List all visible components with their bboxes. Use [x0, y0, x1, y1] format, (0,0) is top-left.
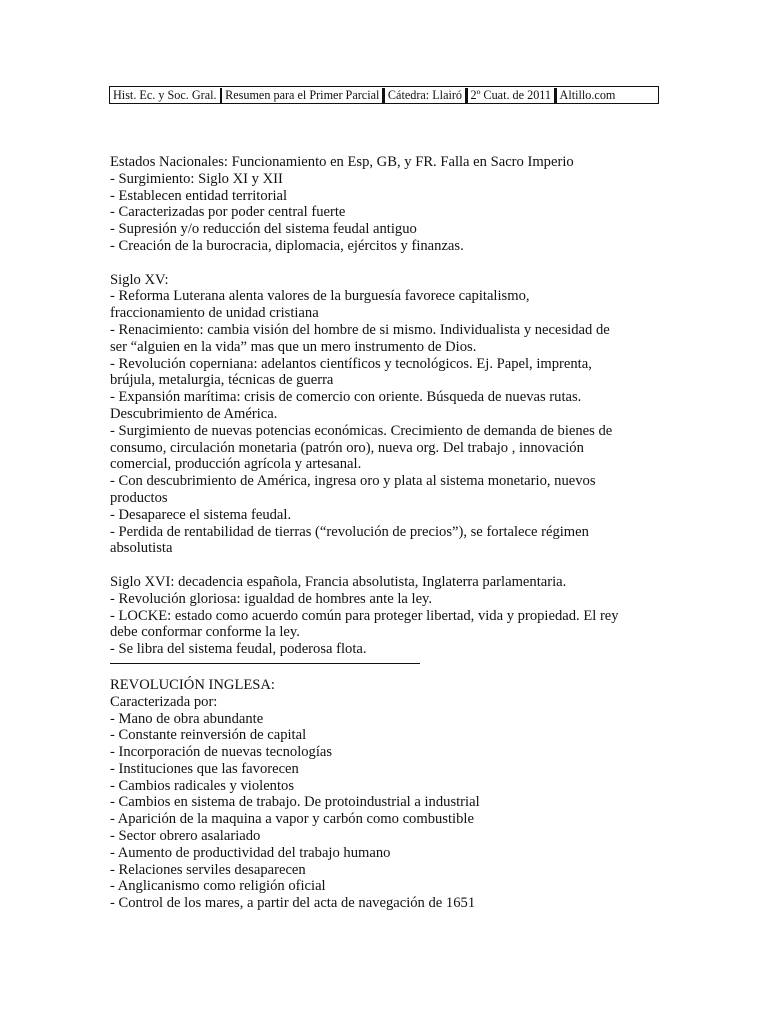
text-line: - Perdida de rentabilidad de tierras (“revolución de precios”), se fortalece régimen: [110, 523, 589, 540]
text-line: debe conformar conforme la ley.: [110, 624, 300, 641]
document-header: [109, 86, 659, 104]
paragraph-gap: [110, 255, 670, 272]
text-line: - Reforma Luterana alenta valores de la burguesía favorece capitalismo,: [110, 288, 530, 305]
text-line: - Aumento de productividad del trabajo humano: [110, 844, 391, 861]
text-line: - Se libra del sistema feudal, poderosa flota.: [110, 641, 367, 658]
section-title-estados-nacionales: Estados Nacionales: Funcionamiento en Esp, GB, y FR. Falla en Sacro Imperio: [110, 154, 574, 170]
text-line: - Mano de obra abundante: [110, 710, 264, 727]
text-line: - Cambios en sistema de trabajo. De protoindustrial a industrial: [110, 794, 480, 811]
text-line: - Expansión marítima: crisis de comercio con oriente. Búsqueda de nuevas rutas.: [110, 389, 582, 406]
section-siglo-xv-lines: [110, 288, 670, 557]
header-site: Altillo.com: [559, 88, 616, 102]
text-line: - Renacimiento: cambia visión del hombre de si mismo. Individualista y necesidad de: [110, 321, 610, 338]
header-term: 2º Cuat. de 2011: [470, 88, 552, 102]
text-line: - Desaparece el sistema feudal.: [110, 506, 292, 523]
text-line: - Anglicanismo como religión oficial: [110, 878, 326, 895]
section-estados-nacionales-lines: [110, 171, 670, 255]
section-title-revolucion-inglesa: REVOLUCIÓN INGLESA:: [110, 676, 275, 693]
text-line: - LOCKE: estado como acuerdo común para proteger libertad, vida y propiedad. El rey: [110, 607, 619, 624]
text-line: fraccionamiento de unidad cristiana: [110, 305, 319, 322]
section-revolucion-inglesa-lines: [110, 711, 670, 913]
text-line: comercial, producción agrícola y artesanal.: [110, 456, 362, 473]
text-line: - Con descubrimiento de América, ingresa oro y plata al sistema monetario, nuevos: [110, 473, 596, 490]
text-line: Descubrimiento de América.: [110, 405, 278, 422]
document-body: [110, 154, 670, 912]
text-line: - Incorporación de nuevas tecnologías: [110, 744, 333, 761]
text-line: absolutista: [110, 540, 173, 557]
section-title-siglo-xvi: Siglo XVI: decadencia española, Francia absolutista, Inglaterra parlamentaria.: [110, 573, 567, 590]
text-line: brújula, metalurgia, técnicas de guerra: [110, 372, 334, 389]
text-line: - Instituciones que las favorecen: [110, 760, 299, 777]
header-summary: Resumen para el Primer Parcial: [225, 88, 380, 102]
section-siglo-xvi-lines: [110, 591, 670, 658]
text-line: - Relaciones serviles desaparecen: [110, 861, 306, 878]
section-title-siglo-xv: Siglo XV:: [110, 271, 169, 288]
section-subtitle: Caracterizada por:: [110, 693, 218, 710]
text-line: productos: [110, 489, 168, 506]
text-line: - Control de los mares, a partir del acta de navegación de 1651: [110, 895, 476, 912]
text-line: consumo, circulación monetaria (patrón oro), nueva org. Del trabajo , innovación: [110, 439, 584, 456]
header-chair: Cátedra: Llairó: [387, 88, 463, 102]
text-line: - Revolución gloriosa: igualdad de hombres ante la ley.: [110, 590, 433, 607]
text-line: - Creación de la burocracia, diplomacia, ejércitos y finanzas.: [110, 237, 464, 254]
text-line: - Supresión y/o reducción del sistema feudal antiguo: [110, 221, 417, 238]
text-line: - Constante reinversión de capital: [110, 727, 307, 744]
text-line: - Surgimiento de nuevas potencias económicas. Crecimiento de demanda de bienes de: [110, 422, 613, 439]
text-line: - Revolución coperniana: adelantos científicos y tecnológicos. Ej. Papel, imprenta,: [110, 355, 592, 372]
text-line: - Surgimiento: Siglo XI y XII: [110, 170, 283, 187]
header-course: Hist. Ec. y Soc. Gral.: [113, 88, 217, 102]
text-line: - Establecen entidad territorial: [110, 187, 288, 204]
paragraph-gap: [110, 557, 670, 574]
text-line: - Caracterizadas por poder central fuerte: [110, 204, 346, 221]
horizontal-rule: [110, 663, 420, 664]
text-line: - Aparición de la maquina a vapor y carbón como combustible: [110, 811, 474, 828]
text-line: ser “alguien en la vida” mas que un mero instrumento de Dios.: [110, 338, 477, 355]
text-line: - Cambios radicales y violentos: [110, 777, 295, 794]
text-line: - Sector obrero asalariado: [110, 828, 261, 845]
